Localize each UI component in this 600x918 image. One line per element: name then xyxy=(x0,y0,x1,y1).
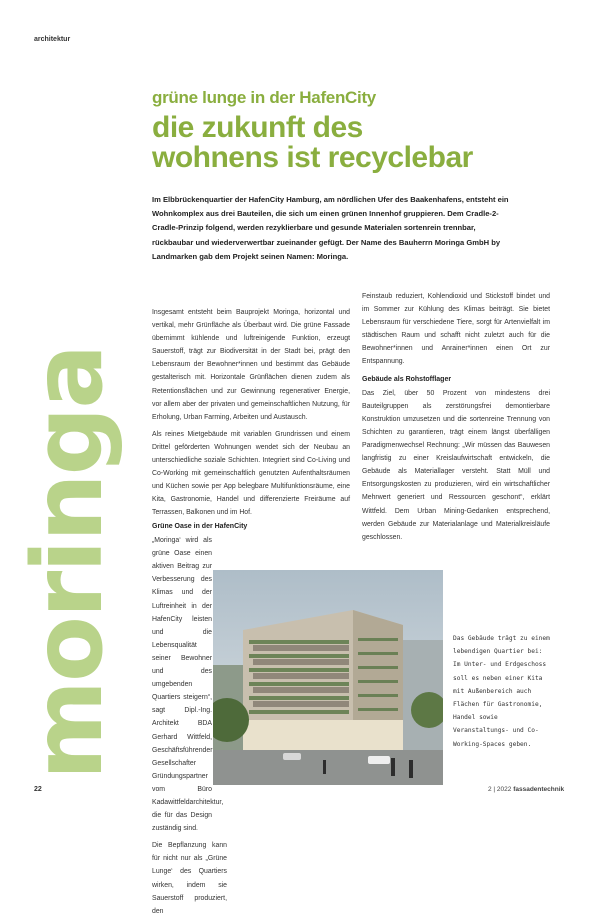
column-1-top xyxy=(152,306,350,520)
column-2 xyxy=(362,290,550,544)
footer-issue: 2 | 2022 xyxy=(488,786,512,793)
col2-paragraph-2: Das Ziel, über 50 Prozent von mindestens drei Bauteilgruppen als zerstörungsfrei demontierbare Konstruktion umzusetzen und die sortenreine Trennung von Schichten zu garantieren, trägt einem längst überfälligen Paradigmenwechsel Rechnung: „Wir müssen das Bauwesen langfristig zu einer Kreislaufwirtschaft entwickeln, die Gebäude als Materiallager versteht. Statt Müll und Entsorgungskosten zu produzieren, wird ein wirtschaftlicher Mehrwert generiert und Ressourcen geschont“, erklärt Wittfeld. Dem Urban Mining-Gedanken entsprechend, werden Gebäude zur Materialanlage und Materialkreisläufe geschlossen. xyxy=(362,389,550,541)
lead-paragraph: Im Elbbrückenquartier der HafenCity Hamburg, am nördlichen Ufer des Baakenhafens, entsteht ein Wohnkomplex aus drei Bauteilen, die sich um einen grünen Innenhof gruppieren. Dem Cradle-2-Cradle-Prinzip folgend, werden rezyklierbare und gesunde Materialen sortenrein trennbar, rückbaubar und wiederverwertbar zueinander gefügt. Der Name des Bauherrn Moringa GmbH by Landmarken gab dem Projekt seinen Namen: Moringa. xyxy=(152,195,509,261)
col2-paragraph-1: Feinstaub reduziert, Kohlendioxid und Stickstoff bindet und im Sommer zur Kühlung des Klimas beiträgt. Sie bietet Lebensraum für verschiedene Tiere, sorgt für Artenvielfalt im städtischen Raum und schafft nicht zuletzt auch für die Bewohner*innen und Anrainer*innen einen Ort zur Entspannung. xyxy=(362,293,550,366)
col1-paragraph-2: Als reines Mietgebäude mit variablen Grundrissen und einem Drittel geförderten Wohnungen wendet sich der Neubau an unterschiedliche soziale Schichten. Integriert sind Co-Living und Co-Working mit gemeinschaftlich genutzten Aufenthaltsräumen und Küchen sowie per App belegbare Multifunktionsräume, eine Kita, Gastronomie, Handel und differenzierte Freiräume auf Terrassen, Balkonen und im Hof. xyxy=(152,430,350,517)
vertical-title-word: moringa xyxy=(12,345,124,780)
article-kicker: grüne lunge in der HafenCity xyxy=(152,88,376,107)
headline-line-1: die zukunft des xyxy=(152,111,363,144)
headline-line-2: wohnens ist recyclebar xyxy=(152,141,473,174)
image-caption: Das Gebäude trägt zu einem lebendigen Quartier bei: Im Unter- und Erdgeschoss soll es neben einer Kita mit Außenbereich auch Flächen für Gastronomie, Handel sowie Veranstaltungs- und Co-Working-Spaces geben. xyxy=(453,635,550,748)
page-number: 22 xyxy=(34,786,42,793)
footer-publication xyxy=(488,786,564,793)
section-label: architektur xyxy=(34,36,71,43)
footer-magazine: fassadentechnik xyxy=(513,786,565,793)
building-rendering-image xyxy=(213,570,443,785)
subheading-rohstofflager: Gebäude als Rohstofflager xyxy=(362,375,452,383)
subheading-oase: Grüne Oase in der HafenCity xyxy=(152,523,248,530)
col1-paragraph-3: „Moringa‘ wird als grüne Oase einen aktiven Beitrag zur Verbesserung des Klimas und der Luftreinheit in der HafenCity leisten und die Lebensqualität seiner Bewohner und des umgebenden Quartiers steigern“, sagt Dipl.-Ing. Architekt BDA Gerhard Wittfeld, Geschäftsführender Gesellschafter Gründungspartner vom Büro Kadawittfeldarchitektur, die für das Design zuständig sind. xyxy=(152,537,224,833)
building-illustration xyxy=(213,570,443,785)
col1-paragraph-4: Die Bepflanzung kann für nicht nur als „Grüne Lunge‘ des Quartiers wirken, indem sie Sauerstoff produziert, den xyxy=(152,842,227,915)
col1-paragraph-1: Insgesamt entsteht beim Bauprojekt Moringa, horizontal und vertikal, mehr Grünfläche als Überbaut wird. Die grüne Fassade übernimmt kühlende und luftreinigende Funktion, erzeugt Sauerstoff, trägt zur Biodiversität in der Stadt bei, prägt den Lebensraum der Bewohner*innen und bestimmt das Gebäude gestalterisch mit. Horizontale Grünflächen dienen zudem als Retentionsflächen und zur Gewinnung regenerativer Energie, vor allem aber der privaten und gemeinschaftlichen Nutzung, für Erholung, Urban Farming, Arbeiten und Austausch. xyxy=(152,309,350,421)
article-headline xyxy=(152,113,532,173)
